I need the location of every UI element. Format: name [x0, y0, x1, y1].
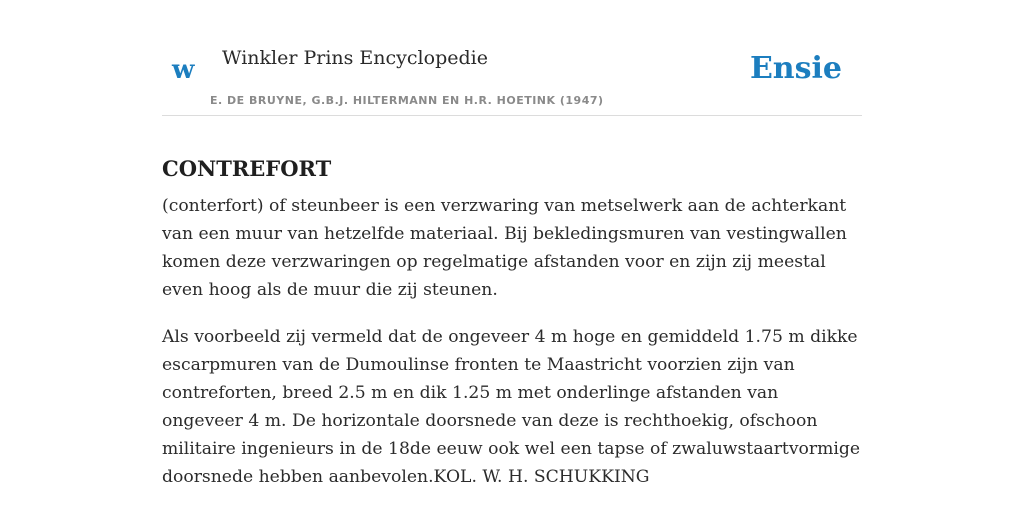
entry-paragraph: Als voorbeeld zij vermeld dat de ongeveer 4 m hoge en gemiddeld 1.75 m dikke escarpmuren van de Dumoulinse fronten te Maastricht voorzien zijn van contreforten, breed 2.5 m en dik 1.25 m met onderlinge afstanden van ongeveer 4 m. De horizontale doorsnede van deze is rechthoekig, ofschoon militaire ingenieurs in de 18de eeuw ook wel een tapse of zwaluwstaartvormige doorsnede hebben aanbevolen.KOL. W. H. SCHUKKING [162, 327, 861, 487]
header [162, 0, 862, 116]
ensie-brand-logo[interactable]: Ensie [749, 51, 842, 86]
entry-paragraph: (conterfort) of steunbeer is een verzwaring van metselwerk aan de achterkant van een muur van hetzelfde materiaal. Bij bekledingsmuren van vestingwallen komen deze verzwaringen op regelmatige afstanden voor en zijn zij meestal even hoog als de muur die zij steunen. [162, 196, 847, 300]
entry-body [162, 192, 862, 510]
source-authors: E. DE BRUYNE, G.B.J. HILTERMANN EN H.R. HOETINK (1947) [210, 94, 604, 107]
source-title[interactable]: Winkler Prins Encyclopedie [222, 47, 488, 69]
entry-card [162, 0, 862, 487]
winkler-prins-logo[interactable]: w [172, 55, 195, 85]
entry-headword: CONTREFORT [162, 156, 332, 182]
